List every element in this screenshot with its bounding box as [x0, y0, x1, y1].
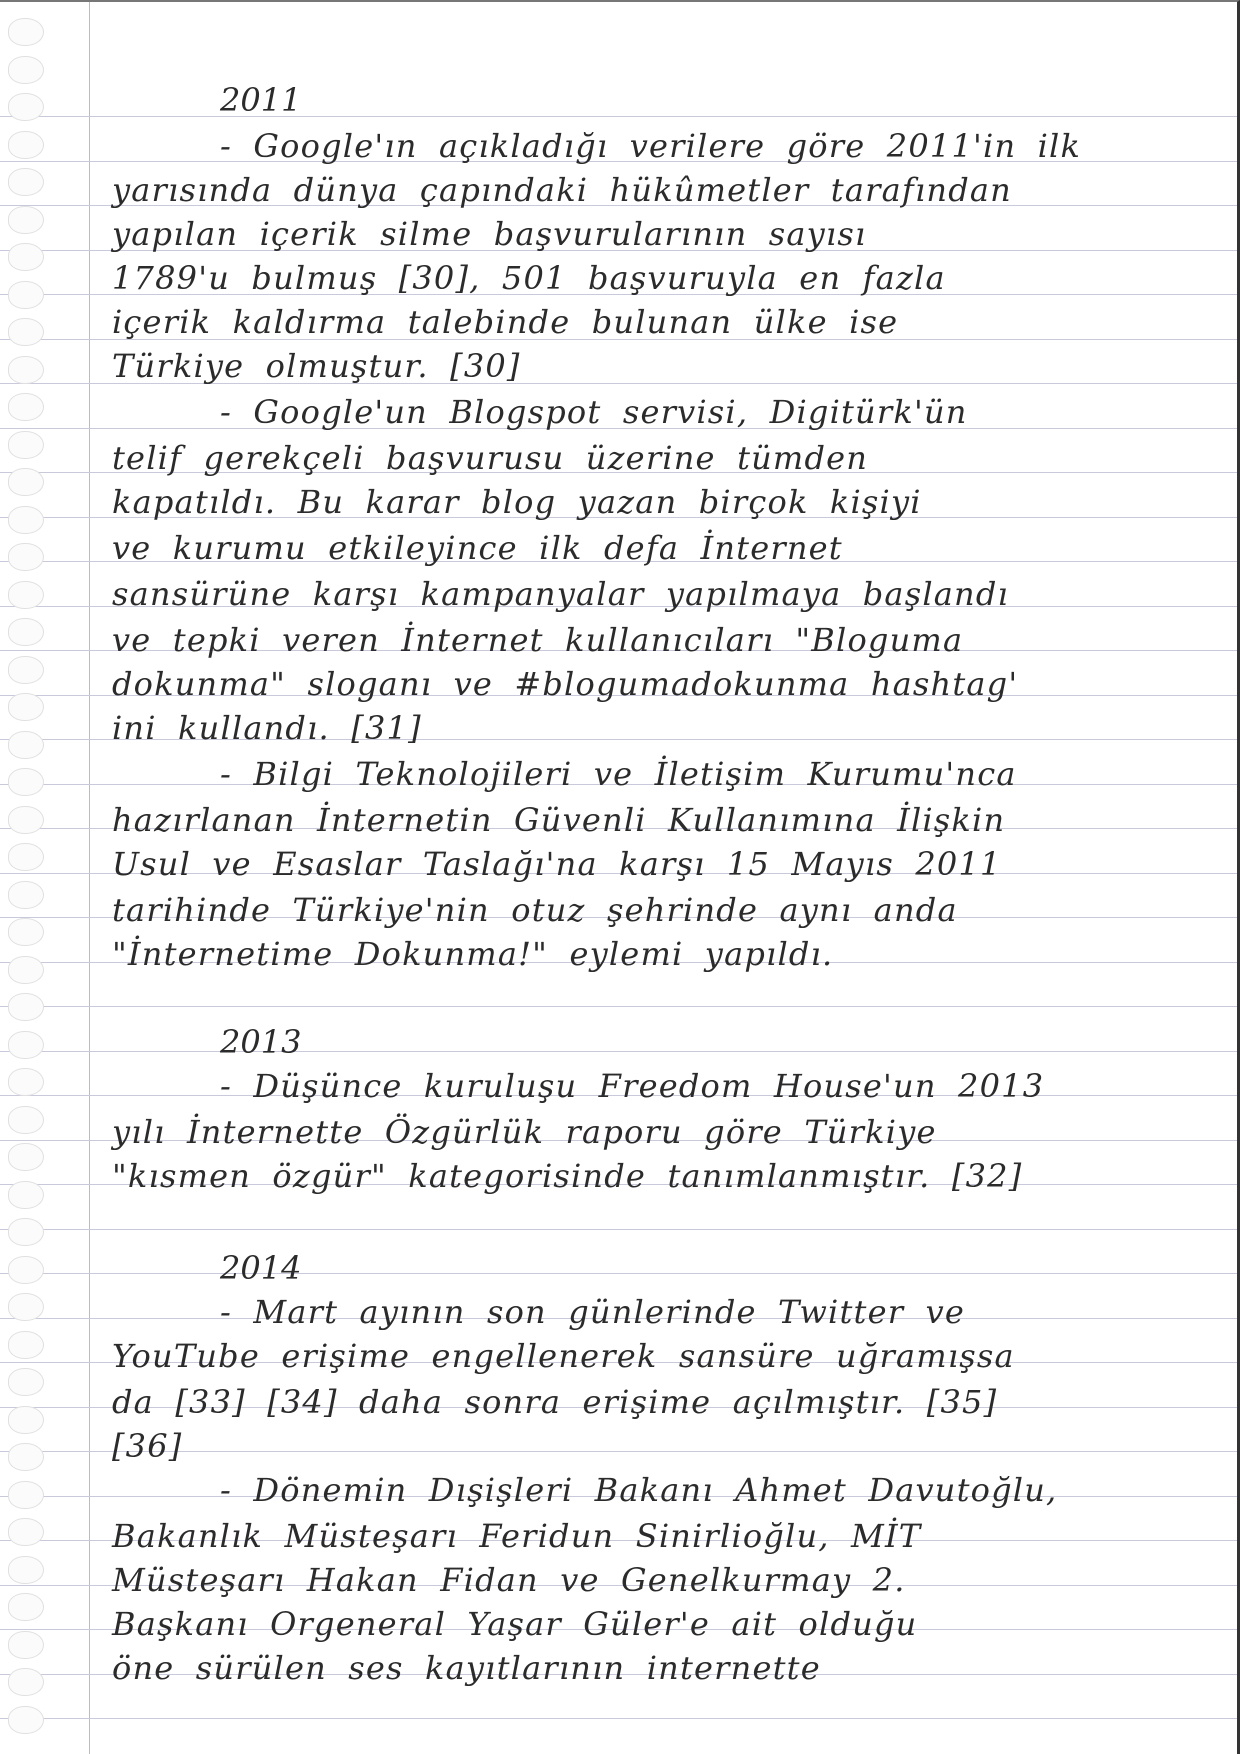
binder-hole	[8, 768, 44, 796]
binder-hole	[8, 431, 44, 459]
text-line: - Düşünce kuruluşu Freedom House'un 2013	[220, 1067, 1045, 1105]
text-line: kapatıldı. Bu karar blog yazan birçok kişiyi	[112, 483, 922, 521]
ruled-line	[0, 1006, 1237, 1007]
binder-hole	[8, 618, 44, 646]
text-line: "İnternetime Dokunma!" eylemi yapıldı.	[112, 935, 834, 973]
text-line: - Dönemin Dışişleri Bakanı Ahmet Davutoğlu,	[220, 1471, 1058, 1509]
text-line: 1789'u bulmuş [30], 501 başvuruyla en fazla	[112, 259, 946, 297]
binder-hole	[8, 881, 44, 909]
text-line: ve tepki veren İnternet kullanıcıları "Bloguma	[112, 621, 964, 659]
text-line: YouTube erişime engellenerek sansüre uğramışsa	[112, 1337, 1015, 1375]
binder-hole	[8, 1293, 44, 1321]
text-line: "kısmen özgür" kategorisinde tanımlanmıştır. [32]	[112, 1157, 1023, 1195]
binder-hole	[8, 56, 44, 84]
ruled-line	[0, 1718, 1237, 1719]
binder-hole	[8, 1706, 44, 1734]
binder-hole	[8, 956, 44, 984]
binder-hole	[8, 918, 44, 946]
text-line: - Bilgi Teknolojileri ve İletişim Kurumu'nca	[220, 755, 1017, 793]
text-line: Bakanlık Müsteşarı Feridun Sinirlioğlu, MİT	[112, 1517, 922, 1555]
binder-hole	[8, 1031, 44, 1059]
text-line: - Google'ın açıkladığı verilere göre 2011'in ilk	[220, 127, 1082, 165]
text-line: öne sürülen ses kayıtlarının internette	[112, 1649, 821, 1687]
margin-line	[89, 2, 90, 1754]
year-heading-2014: 2014	[220, 1249, 302, 1287]
binder-hole	[8, 1106, 44, 1134]
binder-hole	[8, 1406, 44, 1434]
text-line: Müsteşarı Hakan Fidan ve Genelkurmay 2.	[112, 1561, 906, 1599]
text-line: [36]	[112, 1427, 183, 1465]
binder-hole	[8, 1256, 44, 1284]
text-line: yapılan içerik silme başvurularının sayısı	[112, 215, 867, 253]
binder-hole	[8, 506, 44, 534]
text-line: telif gerekçeli başvurusu üzerine tümden	[112, 439, 869, 477]
binder-hole	[8, 1331, 44, 1359]
binder-hole	[8, 1556, 44, 1584]
text-line: - Mart ayının son günlerinde Twitter ve	[220, 1293, 966, 1331]
text-line: içerik kaldırma talebinde bulunan ülke ise	[112, 303, 899, 341]
binder-hole	[8, 93, 44, 121]
binder-hole	[8, 1443, 44, 1471]
text-line: dokunma" sloganı ve #blogumadokunma hashtag'	[112, 665, 1019, 703]
binder-hole	[8, 168, 44, 196]
binder-hole	[8, 1518, 44, 1546]
binder-hole	[8, 1668, 44, 1696]
text-line: yarısında dünya çapındaki hükûmetler tarafından	[112, 171, 1012, 209]
binder-hole	[8, 693, 44, 721]
binder-hole	[8, 543, 44, 571]
year-heading-2013: 2013	[220, 1023, 302, 1061]
binder-hole	[8, 1368, 44, 1396]
year-heading-2011: 2011	[220, 81, 302, 119]
binder-hole	[8, 18, 44, 46]
binder-hole	[8, 806, 44, 834]
text-line: ini kullandı. [31]	[112, 709, 422, 747]
binder-hole	[8, 843, 44, 871]
binder-hole	[8, 1631, 44, 1659]
ruled-line	[0, 1229, 1237, 1230]
binder-hole	[8, 656, 44, 684]
text-line: ve kurumu etkileyince ilk defa İnternet	[112, 529, 843, 567]
binder-hole	[8, 393, 44, 421]
text-line: hazırlanan İnternetin Güvenli Kullanımına İlişkin	[112, 801, 1006, 839]
binder-hole	[8, 1481, 44, 1509]
binder-hole	[8, 468, 44, 496]
binder-hole	[8, 581, 44, 609]
text-line: - Google'un Blogspot servisi, Digitürk'ün	[220, 393, 968, 431]
text-line: Başkanı Orgeneral Yaşar Güler'e ait olduğu	[112, 1605, 918, 1643]
text-line: da [33] [34] daha sonra erişime açılmıştır. [35]	[112, 1383, 998, 1421]
text-line: Türkiye olmuştur. [30]	[112, 347, 521, 385]
binder-hole	[8, 318, 44, 346]
binder-hole	[8, 356, 44, 384]
binder-hole	[8, 206, 44, 234]
binder-hole	[8, 993, 44, 1021]
binder-hole	[8, 243, 44, 271]
binder-hole	[8, 1143, 44, 1171]
binder-hole	[8, 131, 44, 159]
binder-hole	[8, 1593, 44, 1621]
text-line: tarihinde Türkiye'nin otuz şehrinde aynı anda	[112, 891, 958, 929]
text-line: sansürüne karşı kampanyalar yapılmaya başlandı	[112, 575, 1009, 613]
binder-hole	[8, 731, 44, 759]
binder-hole	[8, 1181, 44, 1209]
text-line: yılı İnternette Özgürlük raporu göre Türkiye	[112, 1113, 937, 1151]
binder-hole	[8, 1068, 44, 1096]
binder-hole	[8, 1218, 44, 1246]
text-line: Usul ve Esaslar Taslağı'na karşı 15 Mayıs 2011	[112, 845, 1002, 883]
binder-hole	[8, 281, 44, 309]
